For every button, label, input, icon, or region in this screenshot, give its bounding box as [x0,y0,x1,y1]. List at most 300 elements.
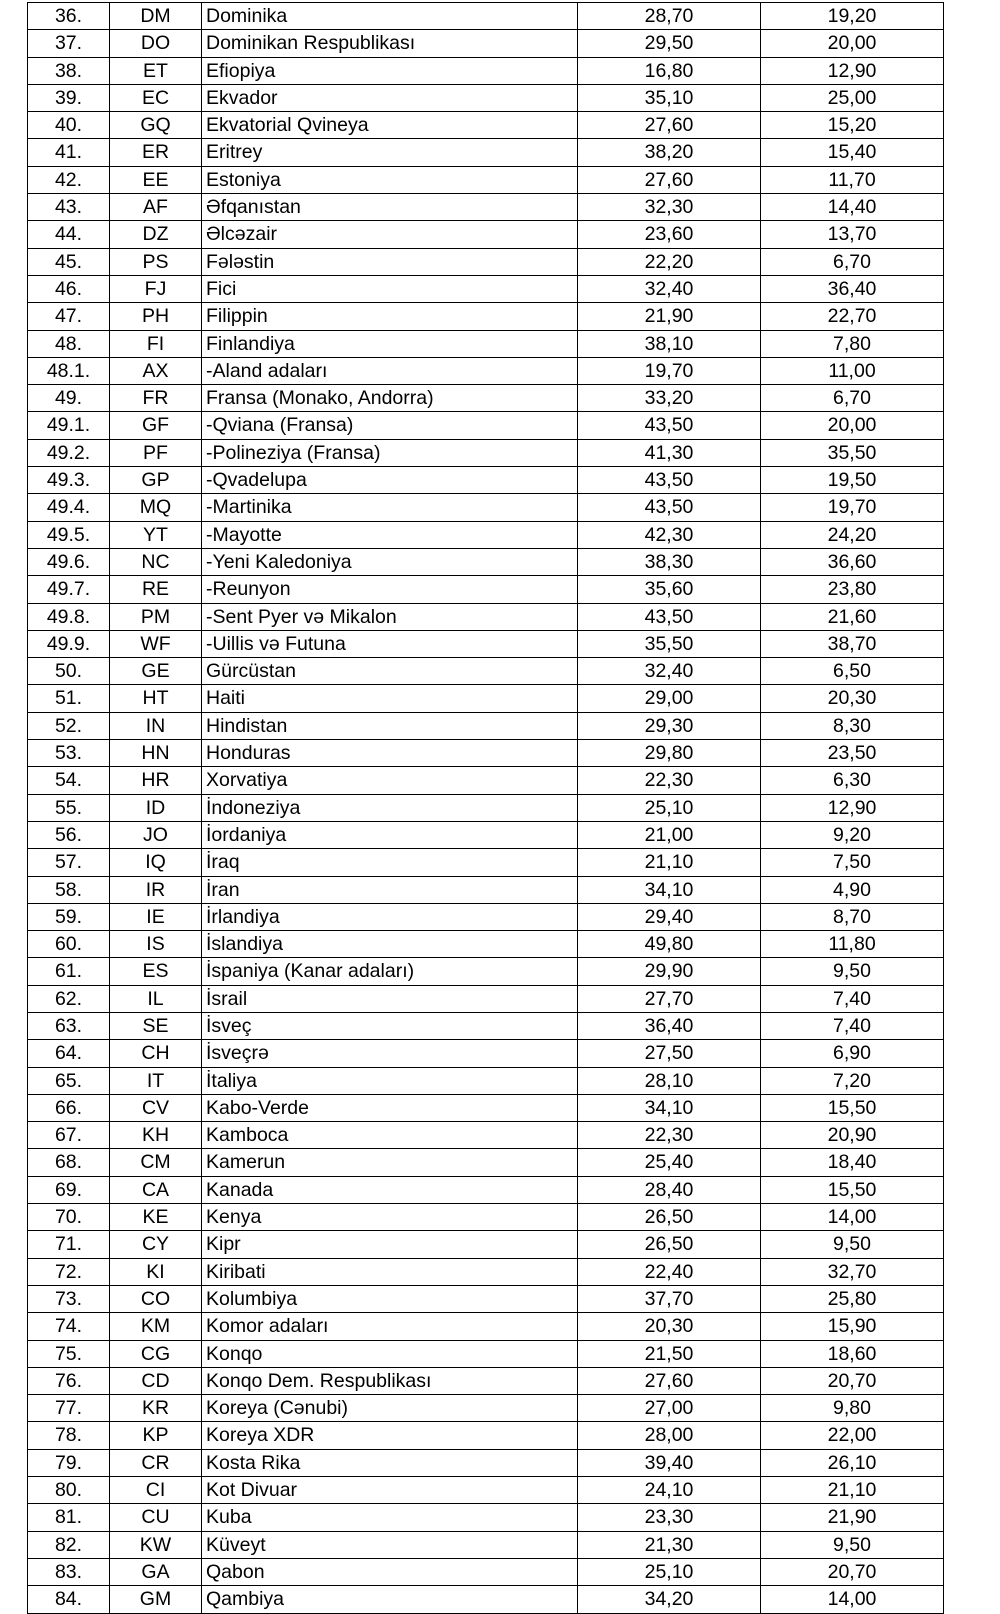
value-2: 38,70 [761,630,944,657]
value-2: 36,60 [761,548,944,575]
value-1: 23,60 [578,221,761,248]
value-1: 20,30 [578,1313,761,1340]
row-number: 84. [28,1586,110,1613]
country-name: Kenya [202,1204,578,1231]
country-code: CA [110,1176,202,1203]
table-row [28,794,944,821]
value-2: 21,60 [761,603,944,630]
country-name: Küveyt [202,1531,578,1558]
country-name: Kolumbiya [202,1285,578,1312]
value-1: 27,60 [578,112,761,139]
table-row [28,1285,944,1312]
country-name: Ekvador [202,84,578,111]
value-1: 41,30 [578,439,761,466]
country-code: SE [110,1012,202,1039]
value-1: 25,10 [578,794,761,821]
value-2: 14,40 [761,194,944,221]
table-row [28,821,944,848]
row-number: 77. [28,1395,110,1422]
value-2: 8,30 [761,712,944,739]
value-2: 20,90 [761,1122,944,1149]
table-row [28,494,944,521]
table-row [28,112,944,139]
table-row [28,1176,944,1203]
country-code: IL [110,985,202,1012]
row-number: 80. [28,1477,110,1504]
country-code: YT [110,521,202,548]
country-name: Kanada [202,1176,578,1203]
country-name: Komor adaları [202,1313,578,1340]
value-2: 7,20 [761,1067,944,1094]
country-code: IQ [110,849,202,876]
row-number: 65. [28,1067,110,1094]
value-2: 15,50 [761,1094,944,1121]
country-name: Efiopiya [202,57,578,84]
country-code: KP [110,1422,202,1449]
value-2: 20,00 [761,412,944,439]
table-row [28,1122,944,1149]
country-code: CI [110,1477,202,1504]
country-name: Fici [202,275,578,302]
value-2: 11,70 [761,166,944,193]
value-1: 27,70 [578,985,761,1012]
row-number: 49. [28,385,110,412]
table-row [28,330,944,357]
table-row [28,1149,944,1176]
country-code: CH [110,1040,202,1067]
row-number: 68. [28,1149,110,1176]
value-2: 12,90 [761,794,944,821]
country-code: ET [110,57,202,84]
value-1: 49,80 [578,931,761,958]
country-name: Kuba [202,1504,578,1531]
country-code: DZ [110,221,202,248]
country-code: KI [110,1258,202,1285]
country-code: IR [110,876,202,903]
row-number: 48.1. [28,357,110,384]
value-1: 29,90 [578,958,761,985]
table-row [28,412,944,439]
value-1: 21,10 [578,849,761,876]
row-number: 70. [28,1204,110,1231]
value-2: 12,90 [761,57,944,84]
value-2: 36,40 [761,275,944,302]
row-number: 66. [28,1094,110,1121]
table-row [28,1067,944,1094]
country-code: ES [110,958,202,985]
value-1: 19,70 [578,357,761,384]
value-1: 23,30 [578,1504,761,1531]
row-number: 78. [28,1422,110,1449]
value-2: 20,70 [761,1558,944,1585]
value-1: 16,80 [578,57,761,84]
table-row [28,521,944,548]
row-number: 55. [28,794,110,821]
country-code: RE [110,576,202,603]
value-1: 25,40 [578,1149,761,1176]
country-code: DM [110,3,202,30]
country-name: Finlandiya [202,330,578,357]
value-1: 39,40 [578,1449,761,1476]
value-2: 19,20 [761,3,944,30]
table-row [28,630,944,657]
value-2: 11,00 [761,357,944,384]
country-code: ID [110,794,202,821]
value-1: 27,50 [578,1040,761,1067]
table-row [28,248,944,275]
value-1: 21,30 [578,1531,761,1558]
country-name: -Polineziya (Fransa) [202,439,578,466]
country-name: Dominikan Respublikası [202,30,578,57]
value-1: 21,90 [578,303,761,330]
country-code: GF [110,412,202,439]
value-1: 22,40 [578,1258,761,1285]
value-2: 14,00 [761,1586,944,1613]
table-row [28,439,944,466]
country-name: Hindistan [202,712,578,739]
country-code: FJ [110,275,202,302]
table-row [28,849,944,876]
value-2: 26,10 [761,1449,944,1476]
country-code: ER [110,139,202,166]
value-2: 14,00 [761,1204,944,1231]
table-row [28,1422,944,1449]
country-name: Kipr [202,1231,578,1258]
value-1: 38,30 [578,548,761,575]
table-row [28,1504,944,1531]
table-row [28,1094,944,1121]
country-code: HR [110,767,202,794]
row-number: 59. [28,903,110,930]
country-name: Kamerun [202,1149,578,1176]
row-number: 49.2. [28,439,110,466]
value-2: 9,50 [761,958,944,985]
row-number: 69. [28,1176,110,1203]
value-1: 28,00 [578,1422,761,1449]
table-row [28,985,944,1012]
value-2: 21,90 [761,1504,944,1531]
country-code: AF [110,194,202,221]
row-number: 53. [28,740,110,767]
table-row [28,603,944,630]
table-row [28,1586,944,1613]
value-1: 28,70 [578,3,761,30]
country-name: İspaniya (Kanar adaları) [202,958,578,985]
value-2: 7,40 [761,1012,944,1039]
row-number: 46. [28,275,110,302]
table-row [28,1367,944,1394]
value-1: 37,70 [578,1285,761,1312]
value-1: 24,10 [578,1477,761,1504]
row-number: 54. [28,767,110,794]
country-name: Konqo [202,1340,578,1367]
country-code: AX [110,357,202,384]
table-row [28,958,944,985]
country-name: Ekvatorial Qvineya [202,112,578,139]
country-code: GM [110,1586,202,1613]
row-number: 62. [28,985,110,1012]
country-name: Fransa (Monako, Andorra) [202,385,578,412]
value-1: 21,50 [578,1340,761,1367]
value-1: 29,80 [578,740,761,767]
country-name: Kamboca [202,1122,578,1149]
value-2: 20,30 [761,685,944,712]
country-name: -Sent Pyer və Mikalon [202,603,578,630]
row-number: 73. [28,1285,110,1312]
value-2: 24,20 [761,521,944,548]
table-row [28,876,944,903]
value-2: 11,80 [761,931,944,958]
country-code: EC [110,84,202,111]
value-2: 7,40 [761,985,944,1012]
value-1: 25,10 [578,1558,761,1585]
value-2: 15,40 [761,139,944,166]
row-number: 82. [28,1531,110,1558]
table-row [28,1040,944,1067]
country-name: Gürcüstan [202,658,578,685]
country-code: CG [110,1340,202,1367]
row-number: 76. [28,1367,110,1394]
table-row [28,1477,944,1504]
table-row [28,30,944,57]
row-number: 48. [28,330,110,357]
row-number: 38. [28,57,110,84]
country-name: -Reunyon [202,576,578,603]
value-2: 7,80 [761,330,944,357]
table-body [28,3,944,1614]
row-number: 45. [28,248,110,275]
table-row [28,740,944,767]
row-number: 36. [28,3,110,30]
value-2: 6,50 [761,658,944,685]
country-name: Əfqanıstan [202,194,578,221]
row-number: 79. [28,1449,110,1476]
row-number: 81. [28,1504,110,1531]
row-number: 71. [28,1231,110,1258]
country-code: CD [110,1367,202,1394]
country-code: PS [110,248,202,275]
row-number: 39. [28,84,110,111]
table-row [28,1012,944,1039]
value-2: 15,50 [761,1176,944,1203]
country-code: PH [110,303,202,330]
row-number: 57. [28,849,110,876]
value-2: 25,00 [761,84,944,111]
value-1: 26,50 [578,1204,761,1231]
country-name: Kot Divuar [202,1477,578,1504]
country-name: -Martinika [202,494,578,521]
table-row [28,1258,944,1285]
value-2: 9,80 [761,1395,944,1422]
value-2: 35,50 [761,439,944,466]
value-1: 42,30 [578,521,761,548]
country-name: Qambiya [202,1586,578,1613]
country-name: İsveç [202,1012,578,1039]
row-number: 37. [28,30,110,57]
value-2: 25,80 [761,1285,944,1312]
value-1: 27,00 [578,1395,761,1422]
value-1: 32,30 [578,194,761,221]
row-number: 56. [28,821,110,848]
value-2: 6,30 [761,767,944,794]
value-1: 22,30 [578,767,761,794]
country-name: Fələstin [202,248,578,275]
table-row [28,221,944,248]
table-row [28,303,944,330]
value-1: 43,50 [578,603,761,630]
value-1: 29,00 [578,685,761,712]
row-number: 49.5. [28,521,110,548]
country-code: IE [110,903,202,930]
country-code: GE [110,658,202,685]
value-1: 22,20 [578,248,761,275]
table-row [28,1231,944,1258]
row-number: 63. [28,1012,110,1039]
country-code: JO [110,821,202,848]
row-number: 72. [28,1258,110,1285]
value-1: 36,40 [578,1012,761,1039]
country-name: İsveçrə [202,1040,578,1067]
country-code: GA [110,1558,202,1585]
value-1: 21,00 [578,821,761,848]
country-name: Haiti [202,685,578,712]
country-name: -Mayotte [202,521,578,548]
table-row [28,903,944,930]
country-code: PF [110,439,202,466]
country-rates-table [27,2,944,1614]
table-row [28,357,944,384]
country-code: KE [110,1204,202,1231]
value-1: 38,10 [578,330,761,357]
table-row [28,548,944,575]
table-row [28,57,944,84]
row-number: 40. [28,112,110,139]
country-code: HT [110,685,202,712]
value-2: 8,70 [761,903,944,930]
row-number: 49.6. [28,548,110,575]
value-2: 4,90 [761,876,944,903]
value-1: 43,50 [578,467,761,494]
country-name: -Aland adaları [202,357,578,384]
table-row [28,1558,944,1585]
country-code: CY [110,1231,202,1258]
country-code: MQ [110,494,202,521]
row-number: 74. [28,1313,110,1340]
country-name: -Uillis və Futuna [202,630,578,657]
country-code: CM [110,1149,202,1176]
row-number: 52. [28,712,110,739]
value-2: 6,90 [761,1040,944,1067]
row-number: 49.1. [28,412,110,439]
table-row [28,1313,944,1340]
table-row [28,1449,944,1476]
table-row [28,1395,944,1422]
row-number: 49.9. [28,630,110,657]
country-name: İordaniya [202,821,578,848]
country-name: İrlandiya [202,903,578,930]
country-name: -Qvadelupa [202,467,578,494]
country-code: KR [110,1395,202,1422]
row-number: 49.8. [28,603,110,630]
country-name: Kiribati [202,1258,578,1285]
country-code: KH [110,1122,202,1149]
country-code: FR [110,385,202,412]
value-1: 22,30 [578,1122,761,1149]
row-number: 47. [28,303,110,330]
table-row [28,84,944,111]
value-2: 21,10 [761,1477,944,1504]
value-2: 19,50 [761,467,944,494]
country-name: İslandiya [202,931,578,958]
value-1: 29,40 [578,903,761,930]
value-2: 22,00 [761,1422,944,1449]
table-row [28,685,944,712]
country-code: HN [110,740,202,767]
table-row [28,576,944,603]
value-1: 43,50 [578,494,761,521]
country-name: Koreya XDR [202,1422,578,1449]
row-number: 43. [28,194,110,221]
value-2: 20,70 [761,1367,944,1394]
country-name: Koreya (Cənubi) [202,1395,578,1422]
table-row [28,931,944,958]
country-name: İndoneziya [202,794,578,821]
table-row [28,1204,944,1231]
value-1: 29,50 [578,30,761,57]
country-name: Qabon [202,1558,578,1585]
value-2: 15,20 [761,112,944,139]
country-code: GP [110,467,202,494]
value-2: 6,70 [761,248,944,275]
table-row [28,385,944,412]
country-code: KW [110,1531,202,1558]
value-2: 18,40 [761,1149,944,1176]
table-row [28,712,944,739]
table-row [28,194,944,221]
row-number: 64. [28,1040,110,1067]
country-name: Əlcəzair [202,221,578,248]
country-code: IN [110,712,202,739]
row-number: 49.3. [28,467,110,494]
row-number: 51. [28,685,110,712]
value-2: 7,50 [761,849,944,876]
table-row [28,166,944,193]
country-name: -Qviana (Fransa) [202,412,578,439]
value-1: 28,40 [578,1176,761,1203]
row-number: 58. [28,876,110,903]
value-2: 9,20 [761,821,944,848]
value-1: 43,50 [578,412,761,439]
value-1: 32,40 [578,658,761,685]
country-code: NC [110,548,202,575]
value-1: 34,10 [578,1094,761,1121]
table-row [28,3,944,30]
country-name: Konqo Dem. Respublikası [202,1367,578,1394]
table-row [28,467,944,494]
value-1: 33,20 [578,385,761,412]
row-number: 75. [28,1340,110,1367]
value-2: 13,70 [761,221,944,248]
value-2: 18,60 [761,1340,944,1367]
country-code: FI [110,330,202,357]
row-number: 60. [28,931,110,958]
table-row [28,1531,944,1558]
country-code: GQ [110,112,202,139]
value-2: 15,90 [761,1313,944,1340]
country-name: İran [202,876,578,903]
row-number: 49.4. [28,494,110,521]
value-1: 35,10 [578,84,761,111]
